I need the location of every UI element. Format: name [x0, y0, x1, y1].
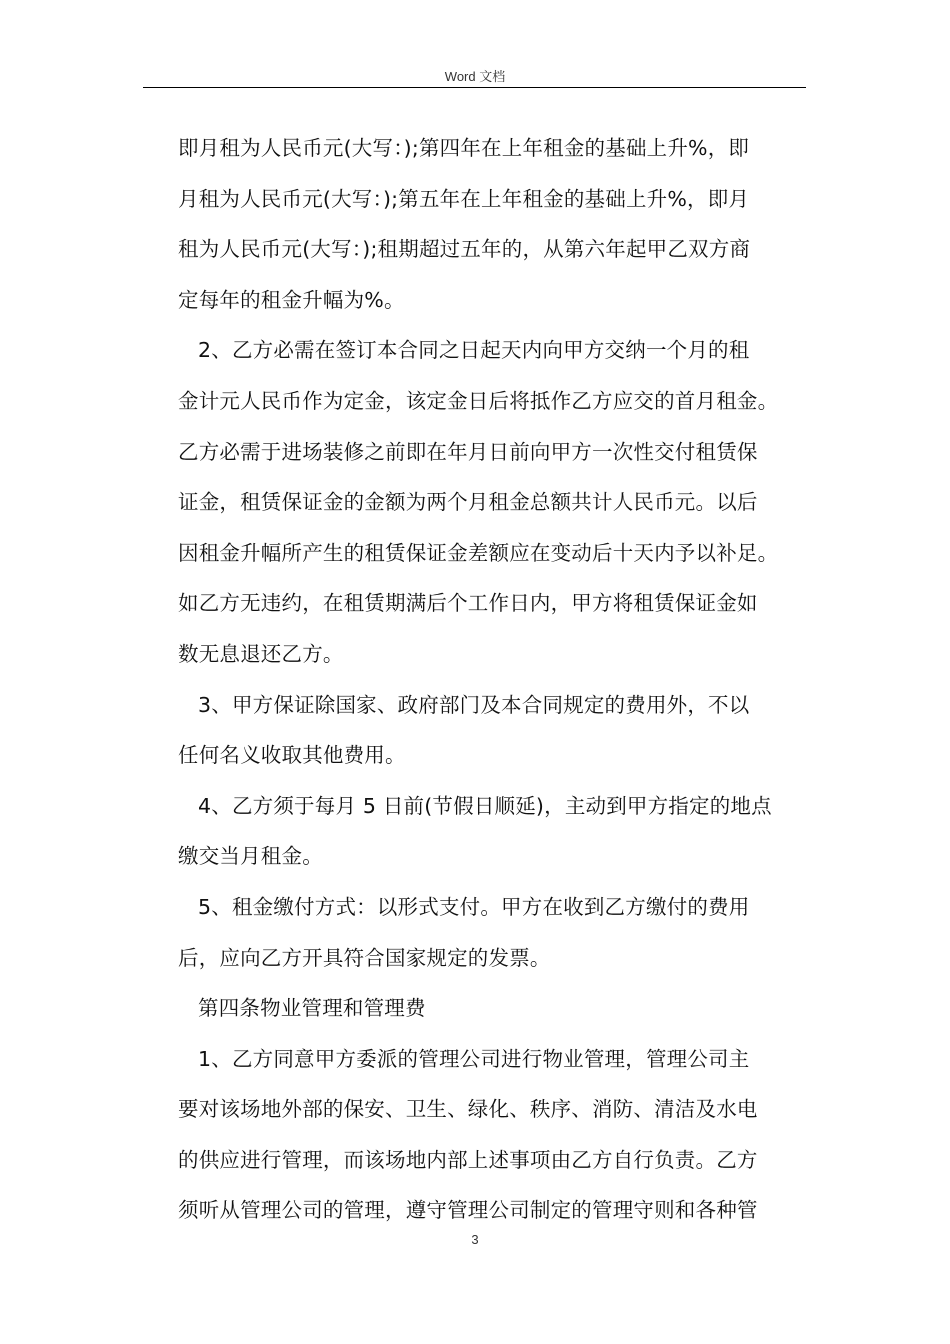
- document-body: [178, 130, 818, 1243]
- text-line: 金计元人民币作为定金，该定金日后将抵作乙方应交的首月租金。: [178, 388, 779, 413]
- text-line: 要对该场地外部的保安、卫生、绿化、秩序、消防、清洁及水电: [178, 1097, 758, 1122]
- text-line: 4、乙方须于每月 5 日前(节假日顺延)，主动到甲方指定的地点: [198, 793, 772, 818]
- text-line: 因租金升幅所产生的租赁保证金差额应在变动后十天内予以补足。: [178, 540, 779, 565]
- text-line: 租为人民币元(大写：);租期超过五年的，从第六年起甲乙双方商: [178, 237, 751, 262]
- text-line: 任何名义收取其他费用。: [178, 743, 406, 768]
- page-number: 3: [471, 1232, 479, 1247]
- text-line: 证金，租赁保证金的金额为两个月租金总额共计人民币元。以后: [178, 490, 758, 515]
- section-heading: 第四条物业管理和管理费: [198, 996, 426, 1021]
- text-line: 数无息退还乙方。: [178, 641, 344, 666]
- text-line: 缴交当月租金。: [178, 844, 323, 869]
- text-line: 1、乙方同意甲方委派的管理公司进行物业管理，管理公司主: [198, 1046, 750, 1071]
- text-line: 月租为人民币元(大写：);第五年在上年租金的基础上升%，即月: [178, 186, 750, 211]
- text-line: 的供应进行管理，而该场地内部上述事项由乙方自行负责。乙方: [178, 1147, 758, 1172]
- text-line: 定每年的租金升幅为%。: [178, 287, 405, 312]
- header-divider: [143, 87, 806, 88]
- page-header: Word 文档: [444, 69, 506, 84]
- text-line: 后，应向乙方开具符合国家规定的发票。: [178, 945, 551, 970]
- text-line: 2、乙方必需在签订本合同之日起天内向甲方交纳一个月的租: [198, 338, 750, 363]
- text-line: 如乙方无违约，在租赁期满后个工作日内，甲方将租赁保证金如: [178, 591, 758, 616]
- text-line: 5、租金缴付方式：以形式支付。甲方在收到乙方缴付的费用: [198, 894, 750, 919]
- text-line: 3、甲方保证除国家、政府部门及本合同规定的费用外，不以: [198, 692, 750, 717]
- text-line: 即月租为人民币元(大写：);第四年在上年租金的基础上升%，即: [178, 136, 750, 160]
- text-line: 乙方必需于进场装修之前即在年月日前向甲方一次性交付租赁保: [178, 439, 758, 464]
- text-line: 须听从管理公司的管理，遵守管理公司制定的管理守则和各种管: [178, 1198, 758, 1223]
